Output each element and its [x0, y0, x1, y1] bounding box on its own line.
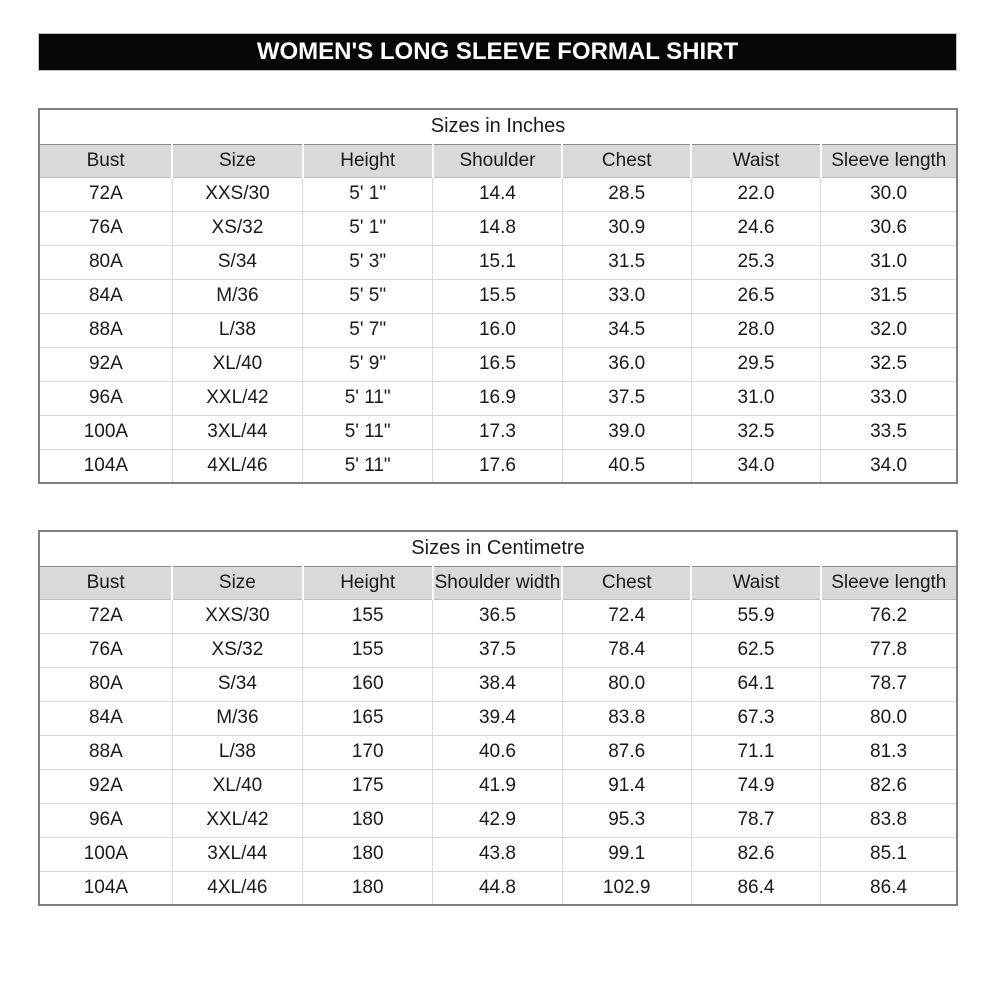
table-cell: 92A	[39, 347, 172, 381]
table-cell: 76A	[39, 211, 172, 245]
table-cell: 78.7	[691, 803, 820, 837]
table-cell: S/34	[172, 245, 302, 279]
table-cell: 88A	[39, 735, 172, 769]
table-cell: 76A	[39, 633, 172, 667]
table-cell: 99.1	[562, 837, 691, 871]
table-cell: 102.9	[562, 871, 691, 905]
column-header: Size	[172, 566, 302, 599]
table-cell: 77.8	[821, 633, 957, 667]
table-row	[39, 245, 957, 279]
table-cell: 16.0	[433, 313, 562, 347]
table-cell: 104A	[39, 871, 172, 905]
table-row	[39, 769, 957, 803]
column-header: Shoulder	[433, 144, 562, 177]
table-cell: M/36	[172, 279, 302, 313]
table-cell: 31.5	[821, 279, 957, 313]
table-cell: 78.7	[821, 667, 957, 701]
table-cell: 91.4	[562, 769, 691, 803]
table-cell: 64.1	[691, 667, 820, 701]
table-cell: 31.0	[691, 381, 820, 415]
table-row	[39, 803, 957, 837]
table-cell: 5' 11"	[303, 415, 433, 449]
table-row	[39, 633, 957, 667]
table-cell: 34.5	[562, 313, 691, 347]
table-cell: 33.5	[821, 415, 957, 449]
table-cell: 83.8	[562, 701, 691, 735]
table-row	[39, 701, 957, 735]
table-cell: 100A	[39, 837, 172, 871]
table-cell: 84A	[39, 279, 172, 313]
table-cell: 17.3	[433, 415, 562, 449]
table-cell: 5' 11"	[303, 381, 433, 415]
inches-size-table	[38, 108, 958, 484]
column-header: Bust	[39, 566, 172, 599]
table-cell: 29.5	[691, 347, 820, 381]
table-cell: 104A	[39, 449, 172, 483]
table-cell: 92A	[39, 769, 172, 803]
table-cell: 42.9	[433, 803, 562, 837]
column-header: Waist	[691, 144, 820, 177]
table-cell: 36.0	[562, 347, 691, 381]
table-cell: 31.5	[562, 245, 691, 279]
table-cell: 82.6	[691, 837, 820, 871]
table-cell: 28.0	[691, 313, 820, 347]
table-cell: L/38	[172, 313, 302, 347]
centimetre-table-caption: Sizes in Centimetre	[39, 531, 957, 566]
table-row	[39, 415, 957, 449]
table-cell: 40.6	[433, 735, 562, 769]
table-cell: 28.5	[562, 177, 691, 211]
table-cell: 83.8	[821, 803, 957, 837]
table-cell: XL/40	[172, 347, 302, 381]
table-cell: 84A	[39, 701, 172, 735]
page-title: WOMEN'S LONG SLEEVE FORMAL SHIRT	[256, 38, 739, 65]
table-cell: 85.1	[821, 837, 957, 871]
table-cell: 72A	[39, 177, 172, 211]
table-cell: 44.8	[433, 871, 562, 905]
table-cell: 80A	[39, 667, 172, 701]
table-cell: XXL/42	[172, 803, 302, 837]
table-cell: 4XL/46	[172, 449, 302, 483]
table-row	[39, 313, 957, 347]
column-header: Shoulder width	[433, 566, 562, 599]
table-row	[39, 599, 957, 633]
table-cell: 62.5	[691, 633, 820, 667]
table-cell: 33.0	[821, 381, 957, 415]
table-cell: 34.0	[691, 449, 820, 483]
table-cell: 72.4	[562, 599, 691, 633]
table-cell: 22.0	[691, 177, 820, 211]
table-cell: 155	[303, 633, 433, 667]
table-cell: XXS/30	[172, 177, 302, 211]
column-header: Chest	[562, 144, 691, 177]
table-cell: 26.5	[691, 279, 820, 313]
table-cell: 81.3	[821, 735, 957, 769]
table-cell: 32.5	[821, 347, 957, 381]
table-row	[39, 735, 957, 769]
column-header: Size	[172, 144, 302, 177]
table-row	[39, 667, 957, 701]
table-cell: 170	[303, 735, 433, 769]
table-cell: 16.5	[433, 347, 562, 381]
table-cell: 76.2	[821, 599, 957, 633]
centimetre-table-body	[39, 599, 957, 905]
title-banner	[38, 33, 957, 71]
table-cell: 39.4	[433, 701, 562, 735]
table-cell: 3XL/44	[172, 415, 302, 449]
table-row	[39, 177, 957, 211]
column-header: Sleeve length	[821, 566, 957, 599]
table-cell: 5' 7"	[303, 313, 433, 347]
table-cell: 30.0	[821, 177, 957, 211]
table-cell: 88A	[39, 313, 172, 347]
table-cell: 30.6	[821, 211, 957, 245]
inches-table-body	[39, 177, 957, 483]
table-cell: 86.4	[691, 871, 820, 905]
table-cell: 30.9	[562, 211, 691, 245]
table-cell: 5' 1"	[303, 177, 433, 211]
table-cell: 14.4	[433, 177, 562, 211]
table-cell: 80A	[39, 245, 172, 279]
table-cell: 80.0	[821, 701, 957, 735]
table-cell: 180	[303, 803, 433, 837]
table-cell: 24.6	[691, 211, 820, 245]
table-cell: 72A	[39, 599, 172, 633]
table-cell: 96A	[39, 803, 172, 837]
table-cell: 5' 1"	[303, 211, 433, 245]
table-cell: 4XL/46	[172, 871, 302, 905]
table-row	[39, 279, 957, 313]
table-cell: 82.6	[821, 769, 957, 803]
table-cell: 5' 3"	[303, 245, 433, 279]
table-cell: 38.4	[433, 667, 562, 701]
column-header: Bust	[39, 144, 172, 177]
table-cell: S/34	[172, 667, 302, 701]
table-cell: 33.0	[562, 279, 691, 313]
table-cell: 5' 11"	[303, 449, 433, 483]
table-cell: 39.0	[562, 415, 691, 449]
table-row	[39, 871, 957, 905]
table-cell: 3XL/44	[172, 837, 302, 871]
table-cell: 5' 5"	[303, 279, 433, 313]
table-cell: 14.8	[433, 211, 562, 245]
table-cell: L/38	[172, 735, 302, 769]
table-cell: 5' 9"	[303, 347, 433, 381]
centimetre-table-header-row	[39, 566, 957, 599]
table-cell: 180	[303, 871, 433, 905]
column-header: Height	[303, 566, 433, 599]
table-cell: 155	[303, 599, 433, 633]
table-cell: 165	[303, 701, 433, 735]
table-cell: 16.9	[433, 381, 562, 415]
table-cell: 17.6	[433, 449, 562, 483]
table-cell: 25.3	[691, 245, 820, 279]
table-cell: 15.5	[433, 279, 562, 313]
table-cell: 95.3	[562, 803, 691, 837]
table-cell: 43.8	[433, 837, 562, 871]
table-row	[39, 347, 957, 381]
table-cell: 71.1	[691, 735, 820, 769]
table-cell: 37.5	[562, 381, 691, 415]
table-cell: 78.4	[562, 633, 691, 667]
inches-table-caption-row	[39, 109, 957, 144]
table-cell: 74.9	[691, 769, 820, 803]
table-cell: XL/40	[172, 769, 302, 803]
table-cell: 15.1	[433, 245, 562, 279]
column-header: Height	[303, 144, 433, 177]
column-header: Chest	[562, 566, 691, 599]
table-cell: 34.0	[821, 449, 957, 483]
table-cell: XS/32	[172, 211, 302, 245]
table-cell: 32.5	[691, 415, 820, 449]
column-header: Sleeve length	[821, 144, 957, 177]
table-cell: 55.9	[691, 599, 820, 633]
table-cell: 32.0	[821, 313, 957, 347]
table-cell: 40.5	[562, 449, 691, 483]
table-row	[39, 381, 957, 415]
table-cell: 67.3	[691, 701, 820, 735]
table-cell: 80.0	[562, 667, 691, 701]
table-cell: XXS/30	[172, 599, 302, 633]
centimetre-size-table	[38, 530, 958, 906]
table-cell: 96A	[39, 381, 172, 415]
table-cell: 31.0	[821, 245, 957, 279]
table-cell: 160	[303, 667, 433, 701]
table-cell: XS/32	[172, 633, 302, 667]
column-header: Waist	[691, 566, 820, 599]
table-cell: 86.4	[821, 871, 957, 905]
centimetre-table-caption-row	[39, 531, 957, 566]
table-cell: XXL/42	[172, 381, 302, 415]
table-row	[39, 211, 957, 245]
inches-table-header-row	[39, 144, 957, 177]
table-cell: 87.6	[562, 735, 691, 769]
table-row	[39, 449, 957, 483]
table-cell: 36.5	[433, 599, 562, 633]
table-cell: 100A	[39, 415, 172, 449]
table-cell: 180	[303, 837, 433, 871]
table-row	[39, 837, 957, 871]
table-cell: M/36	[172, 701, 302, 735]
table-cell: 37.5	[433, 633, 562, 667]
inches-table-caption: Sizes in Inches	[39, 109, 957, 144]
table-cell: 41.9	[433, 769, 562, 803]
table-cell: 175	[303, 769, 433, 803]
